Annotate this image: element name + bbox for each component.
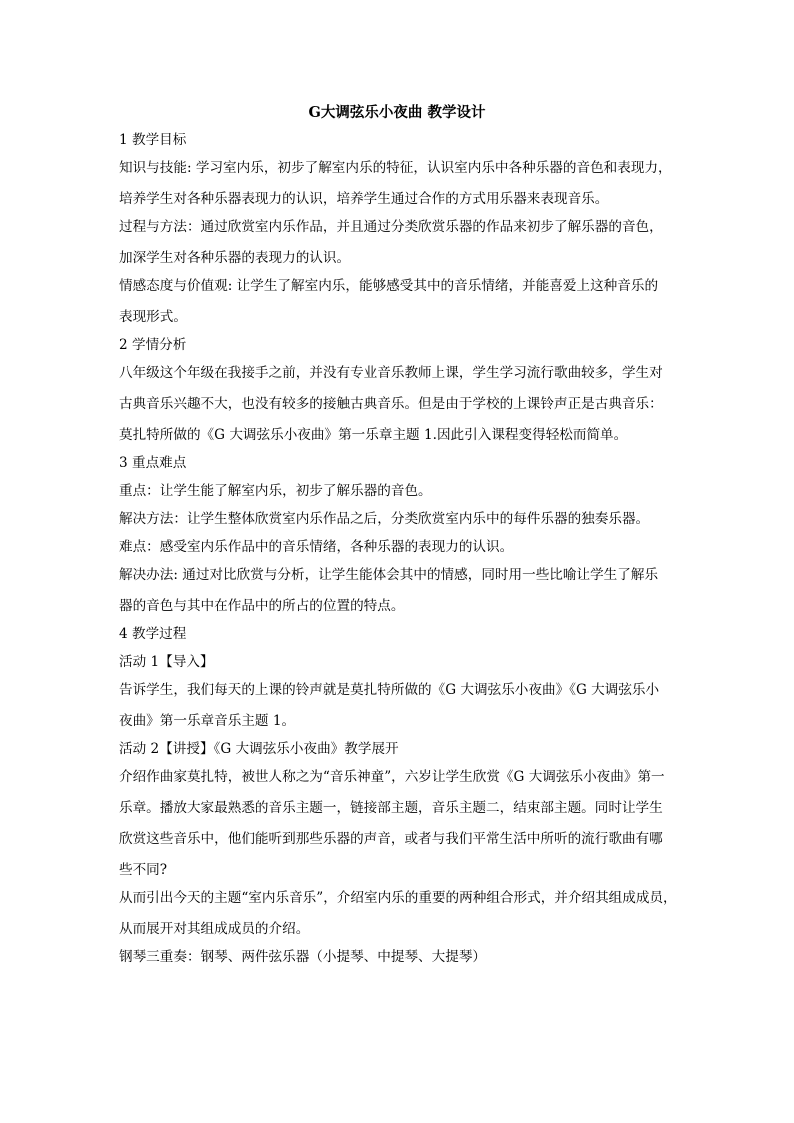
document-title: G大调弦乐小夜曲 教学设计 <box>308 104 486 121</box>
paragraph-line: 告诉学生，我们每天的上课的铃声就是莫扎特所做的《G 大调弦乐小夜曲》《G 大调弦乐小 <box>119 682 660 698</box>
paragraph-line: 欣赏这些音乐中，他们能听到那些乐器的声音，或者与我们平常生活中所听的流行歌曲有哪 <box>119 831 663 847</box>
paragraph-student-analysis <box>119 363 679 445</box>
paragraph-line: 培养学生对各种乐器表现力的认识，培养学生通过合作的方式用乐器来表现音乐。 <box>119 191 609 207</box>
heading-text: 3 重点难点 <box>119 455 187 471</box>
paragraph-line: 活动 2【讲授】《G 大调弦乐小夜曲》教学展开 <box>119 741 399 757</box>
section-heading <box>119 624 679 644</box>
paragraph-key-point <box>119 481 679 501</box>
paragraph-line: 过程与方法：通过欣赏室内乐作品，并且通过分类欣赏乐器的作品来初步了解乐器的音色， <box>119 219 663 235</box>
heading-text: 2 学情分析 <box>119 337 187 353</box>
paragraph-line: 难点：感受室内乐作品中的音乐情绪，各种乐器的表现力的认识。 <box>119 539 514 555</box>
paragraph-line: 加深学生对各种乐器的表现力的认识。 <box>119 250 351 266</box>
paragraph-line: 器的音色与其中在作品中的所占的位置的特点。 <box>119 598 405 614</box>
paragraph-activity-1-title <box>119 652 679 672</box>
paragraph-line: 活动 1【导入】 <box>119 654 214 670</box>
paragraph-line: 夜曲》第一乐章音乐主题 1。 <box>119 713 296 729</box>
paragraph-line: 些不同? <box>119 862 168 878</box>
paragraph-chamber-music-intro <box>119 888 679 939</box>
heading-text: 1 教学目标 <box>119 132 187 148</box>
paragraph-solution-method <box>119 509 679 529</box>
paragraph-line: 八年级这个年级在我接手之前，并没有专业音乐教师上课，学生学习流行歌曲较多，学生对 <box>119 365 663 381</box>
paragraph-line: 重点：让学生能了解室内乐，初步了解乐器的音色。 <box>119 483 432 499</box>
paragraph-piano-trio <box>119 947 679 967</box>
paragraph-line: 从而展开对其组成成员的介绍。 <box>119 921 310 937</box>
paragraph-knowledge-skills <box>119 158 679 209</box>
paragraph-difficulty <box>119 537 679 557</box>
paragraph-line: 知识与技能: 学习室内乐，初步了解室内乐的特征，认识室内乐中各种乐器的音色和表现力， <box>119 160 672 176</box>
paragraph-activity-1-body <box>119 680 679 731</box>
paragraph-line: 介绍作曲家莫扎特，被世人称之为“音乐神童”，六岁让学生欣赏《G 大调弦乐小夜曲》第一 <box>119 769 665 785</box>
paragraph-values <box>119 276 679 327</box>
paragraph-line: 解决办法: 通过对比欣赏与分析，让学生能体会其中的情感，同时用一些比喻让学生了解乐 <box>119 567 659 583</box>
paragraph-line: 表现形式。 <box>119 309 187 325</box>
paragraph-line: 从而引出今天的主题“室内乐音乐”，介绍室内乐的重要的两种组合形式，并介绍其组成成员， <box>119 890 677 906</box>
heading-text: 4 教学过程 <box>119 626 187 642</box>
section-heading <box>119 453 679 473</box>
paragraph-line: 乐章。播放大家最熟悉的音乐主题一，链接部主题，音乐主题二，结束部主题。同时让学生 <box>119 800 663 816</box>
paragraph-solution-approach <box>119 565 679 616</box>
document-body <box>119 130 679 975</box>
paragraph-line: 解决方法：让学生整体欣赏室内乐作品之后，分类欣赏室内乐中的每件乐器的独奏乐器。 <box>119 511 650 527</box>
paragraph-line: 古典音乐兴趣不大，也没有较多的接触古典音乐。但是由于学校的上课铃声正是古典音乐： <box>119 396 663 412</box>
paragraph-line: 情感态度与价值观: 让学生了解室内乐，能够感受其中的音乐情绪，并能喜爱上这种音乐的 <box>119 278 659 294</box>
paragraph-line: 钢琴三重奏：钢琴、两件弦乐器（小提琴、中提琴、大提琴） <box>119 949 487 965</box>
section-heading <box>119 335 679 355</box>
paragraph-activity-2-title <box>119 739 679 759</box>
section-heading <box>119 130 679 150</box>
paragraph-line: 莫扎特所做的《G 大调弦乐小夜曲》第一乐章主题 1.因此引入课程变得轻松而简单。 <box>119 427 628 443</box>
paragraph-activity-2-body <box>119 767 679 880</box>
paragraph-process-methods <box>119 217 679 268</box>
